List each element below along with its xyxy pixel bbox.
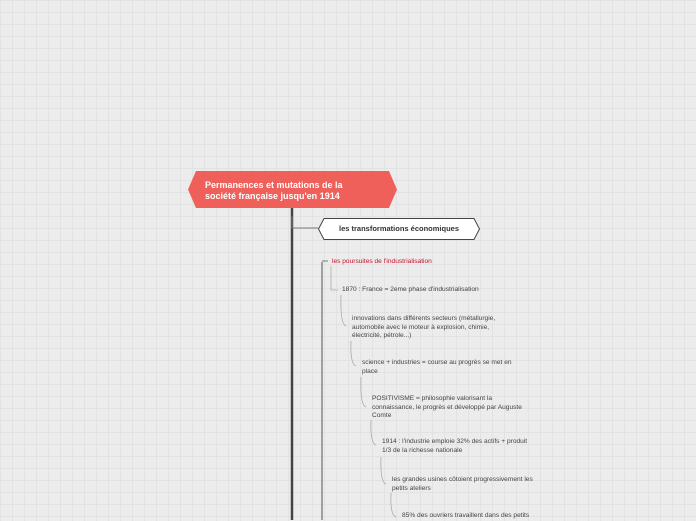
node-line: Comte (372, 412, 392, 420)
topic-innovations[interactable] (352, 315, 495, 341)
topic-1870[interactable] (342, 286, 479, 295)
topic-grandes-usines[interactable] (392, 476, 533, 493)
topic-industrialisation[interactable] (332, 258, 432, 267)
node-line: électricité, pétrole...) (352, 332, 412, 340)
node-line: 85% des ouvriers travaillent dans des petits (402, 512, 530, 519)
node-line: place (362, 367, 378, 375)
node-line: petits ateliers (392, 484, 431, 492)
central-topic-line-1: Permanences et mutations de la (205, 180, 343, 190)
main-branch-label: les transformations économiques (338, 224, 460, 233)
topic-85-ouvriers[interactable] (402, 512, 529, 521)
node-line: les grandes usines côtoient progressivement les (392, 476, 533, 483)
node-line: connaissance, le progrès et développé par Auguste (372, 403, 522, 411)
central-topic[interactable] (188, 171, 397, 208)
topic-positivisme[interactable] (372, 395, 522, 421)
node-line: 1870 : France = 2eme phase d'industrialisation (342, 286, 479, 293)
node-line: innovations dans différents secteurs (métallurgie, (352, 315, 496, 322)
main-branch-topic[interactable] (318, 218, 480, 240)
topic-1914[interactable] (382, 438, 527, 455)
node-line: les poursuites de l'industrialisation (332, 258, 432, 265)
central-topic-label (205, 180, 385, 202)
node-line: POSITIVISME = philosophie valorisant la (372, 395, 493, 402)
node-line: automobile avec le moteur à explosion, chimie, (352, 323, 490, 331)
node-line: 1/3 de la richesse nationale (382, 446, 463, 454)
node-line: science + industries = course au progrès se met en (362, 359, 512, 366)
central-topic-line-2: société française jusqu'en 1914 (205, 191, 340, 201)
topic-science-industries[interactable] (362, 359, 512, 376)
node-line: 1914 : l'industrie emploie 32% des actifs + produit (382, 438, 528, 445)
